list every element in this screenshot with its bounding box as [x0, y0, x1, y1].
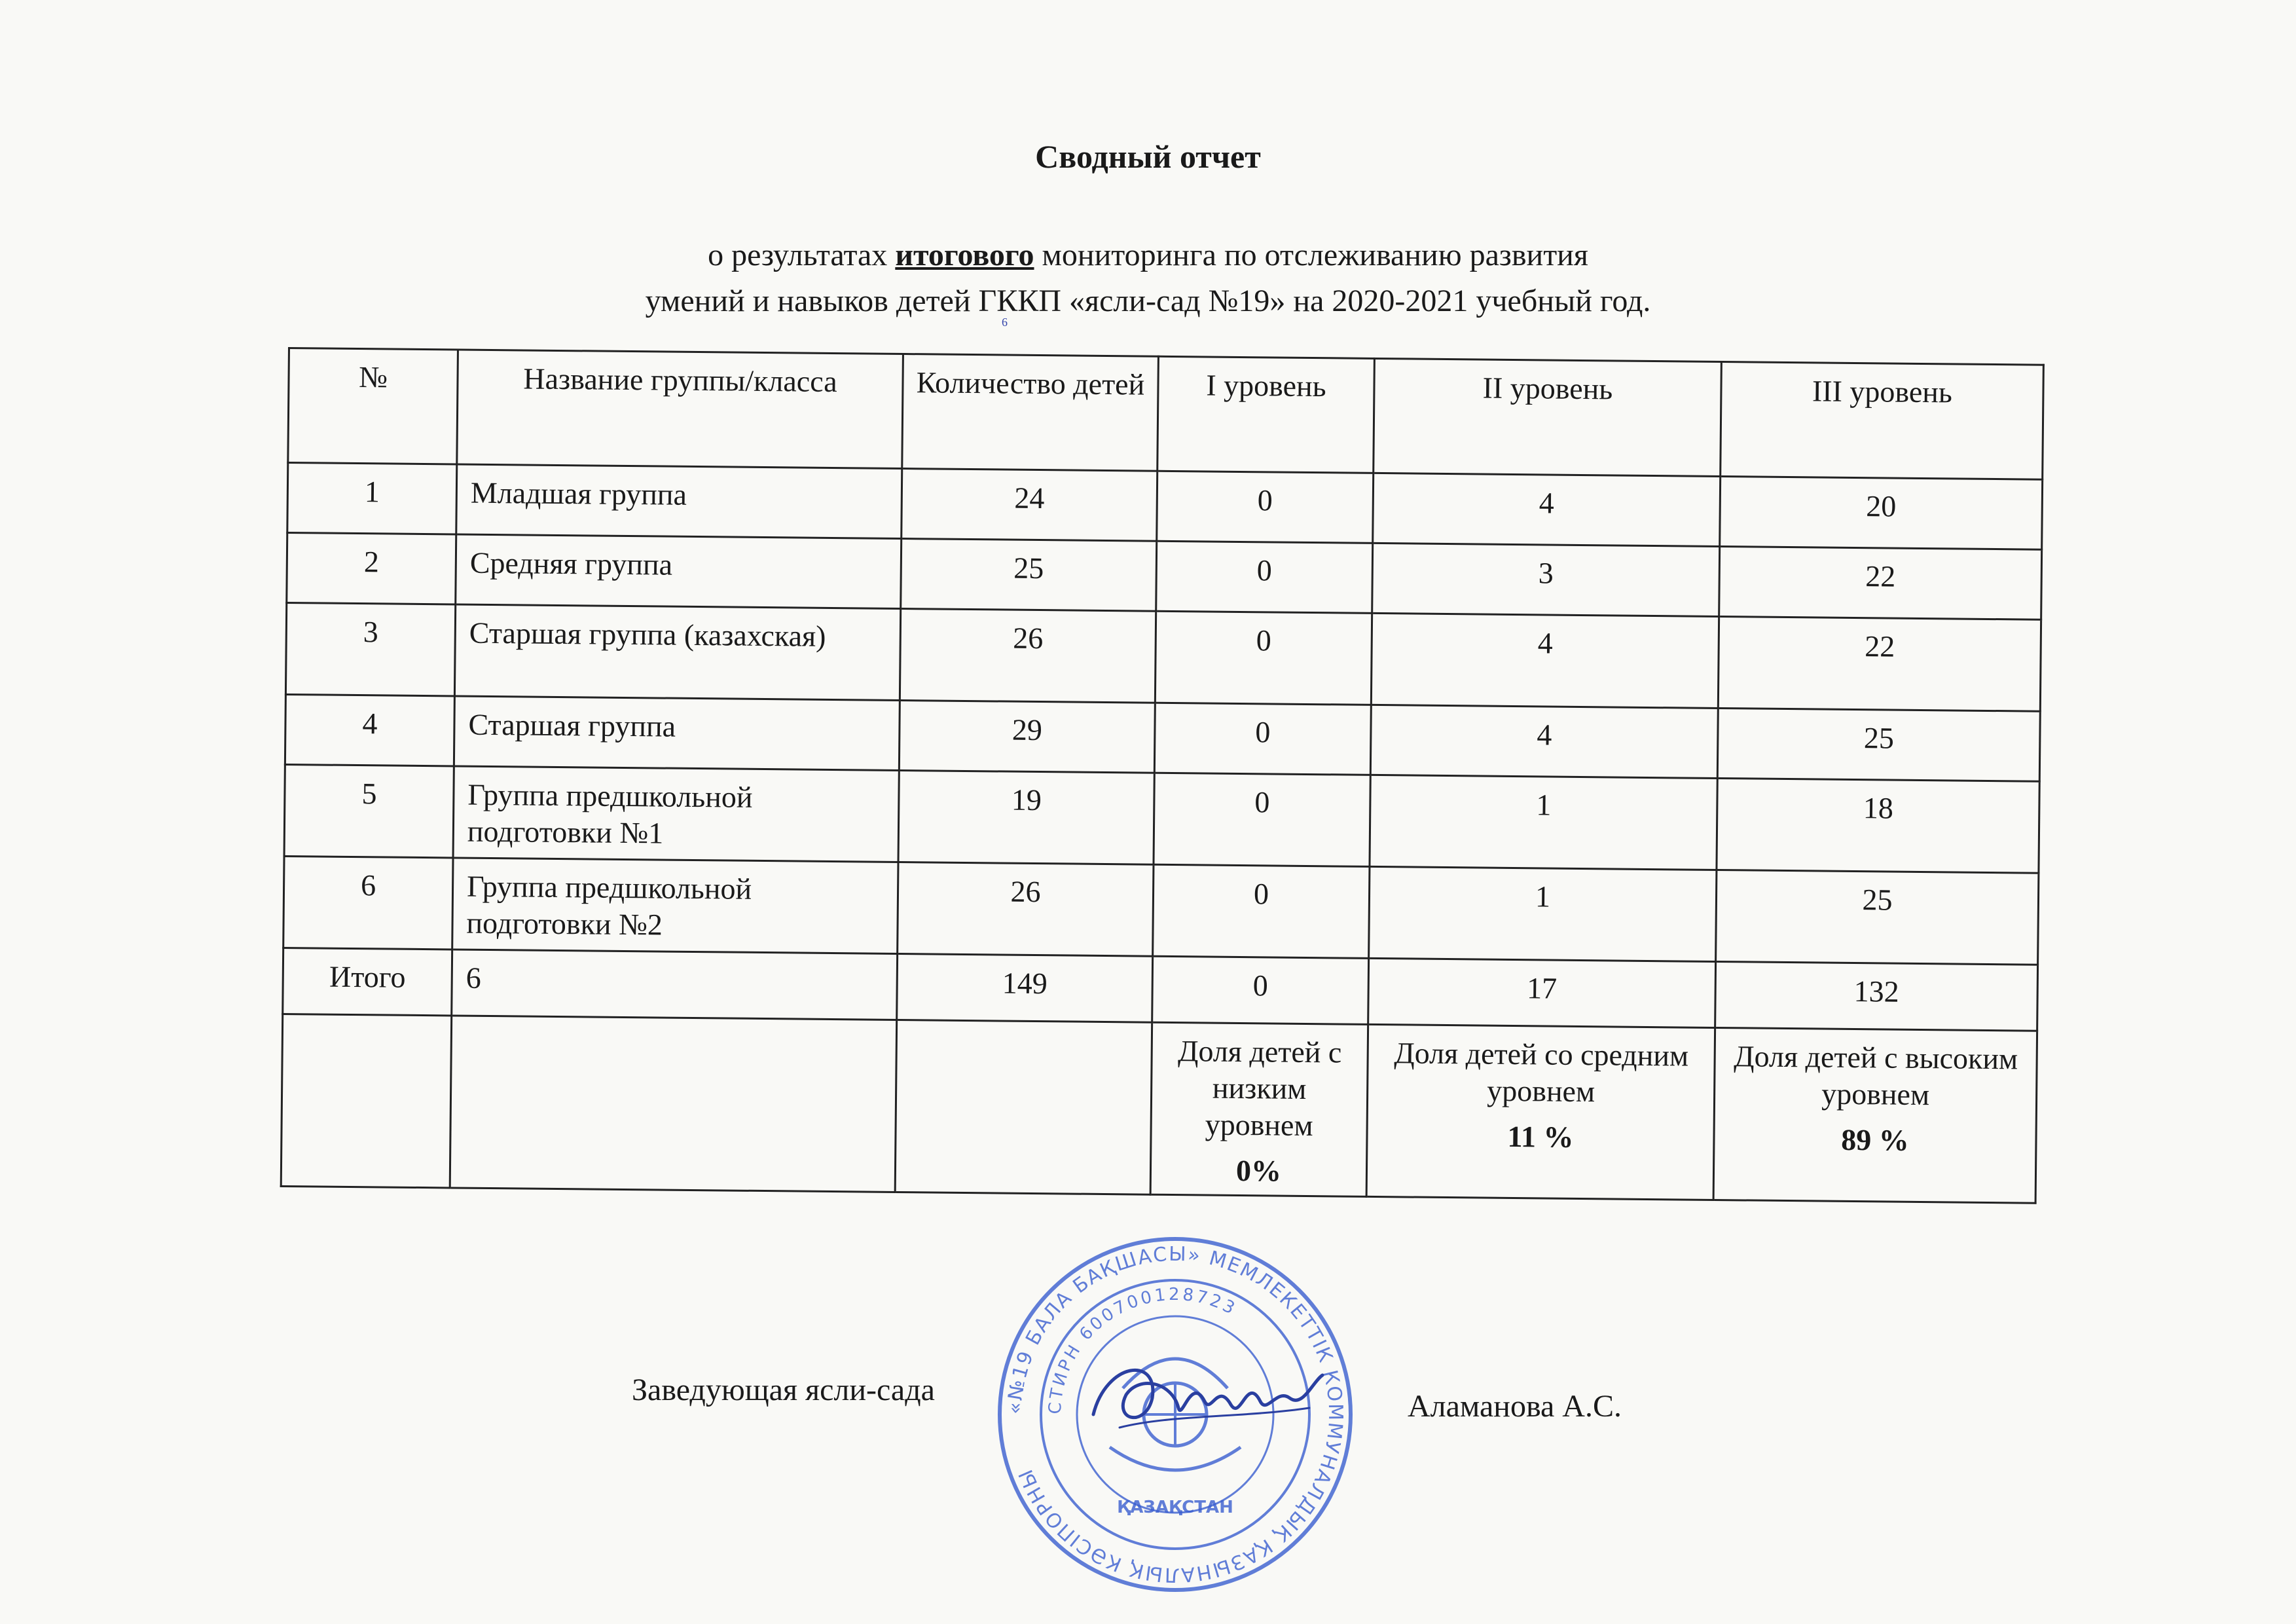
- share-high-label: Доля детей с высоким уровнем: [1734, 1039, 2018, 1112]
- share-mid-value: 11 %: [1507, 1119, 1574, 1154]
- col-header-children-count: Количество детей: [902, 354, 1159, 471]
- row-number: 4: [285, 694, 454, 766]
- row-level-1: 0: [1157, 471, 1374, 543]
- col-header-level-1: I уровень: [1157, 356, 1375, 473]
- share-empty-cell: [450, 1016, 896, 1192]
- row-level-3: 22: [1718, 616, 2041, 711]
- row-level-2: 4: [1370, 705, 1718, 778]
- row-children-count: 29: [899, 700, 1155, 773]
- share-mid-cell: [1366, 1024, 1715, 1200]
- row-children-count: 24: [902, 469, 1157, 542]
- seal-inner-text: СТИРН 600700128723: [1045, 1284, 1241, 1415]
- col-header-level-2: II уровень: [1374, 358, 1722, 476]
- total-level-2: 17: [1368, 958, 1716, 1027]
- share-low-cell: [1150, 1022, 1368, 1196]
- row-group-name: Средняя группа: [456, 534, 902, 609]
- share-low-value: 0%: [1235, 1153, 1282, 1188]
- subtitle-post: мониторинга по отслеживанию развития: [1034, 238, 1588, 272]
- row-level-1: 0: [1154, 703, 1371, 775]
- row-level-2: 3: [1372, 543, 1720, 616]
- row-group-name: Младшая группа: [456, 464, 902, 539]
- share-empty-cell: [895, 1020, 1152, 1194]
- row-number: 1: [287, 463, 457, 534]
- report-subtitle: [0, 232, 2296, 324]
- row-group-name: Группа предшкольной подготовки №1: [453, 766, 899, 862]
- row-children-count: 26: [898, 862, 1154, 956]
- row-level-2: 4: [1373, 473, 1721, 546]
- report-title: Сводный отчет: [1035, 138, 1261, 175]
- row-level-2: 4: [1371, 613, 1719, 708]
- table-row: [284, 764, 2039, 873]
- row-children-count: 19: [898, 770, 1154, 864]
- row-group-name: Старшая группа (казахская): [454, 604, 900, 701]
- seal-outer-text: «№19 БАЛА БАҚШАСЫ» МЕМЛЕКЕТТІК КОММУНАЛДЫҚ ҚАЗЫНАЛЫҚ КӘСІПОРНЫ: [1003, 1242, 1347, 1587]
- row-level-3: 25: [1716, 870, 2039, 965]
- total-level-1: 0: [1152, 956, 1369, 1024]
- row-level-1: 0: [1154, 773, 1370, 866]
- row-number: 5: [284, 764, 454, 857]
- total-children-count: 149: [897, 953, 1153, 1022]
- table-row: [283, 856, 2039, 965]
- seal-center-text: ҚАЗАҚСТАН: [1117, 1498, 1233, 1517]
- row-number: 2: [287, 533, 456, 604]
- share-high-cell: [1713, 1027, 2037, 1203]
- subtitle-line-1: [0, 232, 2296, 278]
- row-level-1: 0: [1155, 611, 1372, 705]
- subtitle-underlined-word: итогового: [895, 238, 1034, 272]
- subtitle-line-2: умений и навыков детей ГККП «ясли-сад №19» на 2020-2021 учебный год.: [645, 284, 1651, 318]
- share-high-value: 89 %: [1840, 1122, 1909, 1157]
- signer-role: Заведующая ясли-сада: [632, 1373, 935, 1407]
- share-low-label: Доля детей с низким уровнем: [1177, 1034, 1342, 1143]
- small-mark: 6: [1002, 316, 1008, 329]
- share-row: [281, 1014, 2037, 1203]
- share-mid-label: Доля детей со средним уровнем: [1394, 1036, 1689, 1109]
- col-header-group-name: Название группы/класса: [457, 350, 903, 469]
- row-level-3: 18: [1717, 778, 2039, 873]
- row-level-2: 1: [1369, 866, 1717, 961]
- table-header-row: [288, 348, 2044, 480]
- row-level-1: 0: [1153, 864, 1370, 958]
- col-header-level-3: III уровень: [1721, 362, 2044, 480]
- results-table: [280, 347, 2045, 1204]
- signer-name: Аламанова А.С.: [1408, 1389, 1622, 1424]
- row-number: 6: [283, 856, 453, 949]
- row-group-name: Старшая группа: [454, 696, 900, 771]
- total-groups: 6: [452, 950, 898, 1020]
- total-label: Итого: [283, 948, 452, 1015]
- row-level-3: 25: [1717, 708, 2040, 781]
- share-empty-cell: [281, 1014, 452, 1187]
- row-children-count: 26: [900, 609, 1156, 703]
- row-level-3: 22: [1719, 547, 2042, 620]
- row-level-3: 20: [1720, 477, 2043, 550]
- handwritten-signature: [1080, 1336, 1329, 1447]
- table-row: [285, 602, 2041, 711]
- total-level-3: 132: [1715, 961, 2038, 1031]
- row-number: 3: [285, 602, 455, 695]
- row-level-2: 1: [1370, 775, 1717, 870]
- row-children-count: 25: [901, 539, 1157, 612]
- row-level-1: 0: [1156, 541, 1373, 613]
- col-header-number: №: [288, 348, 458, 464]
- subtitle-pre: о результатах: [708, 238, 896, 272]
- row-group-name: Группа предшкольной подготовки №2: [452, 858, 898, 954]
